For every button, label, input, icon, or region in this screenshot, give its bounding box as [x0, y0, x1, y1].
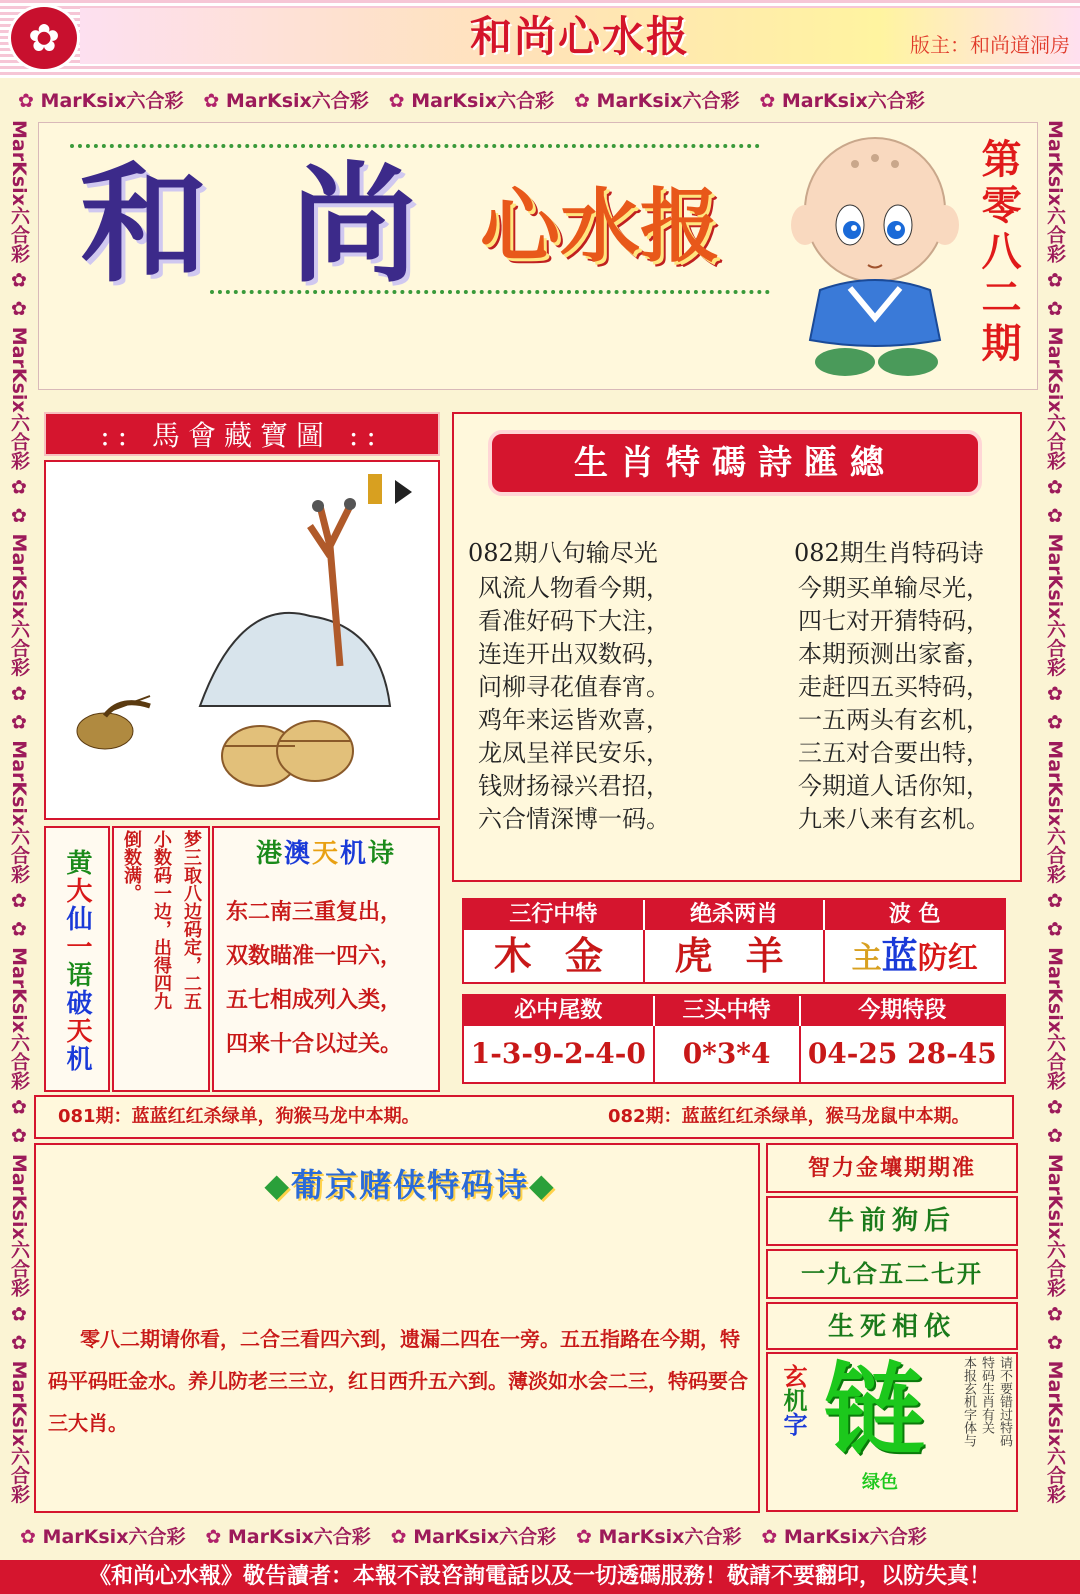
- lower-poem-text: 零八二期请你看，二合三看四六到，遗漏二四在一旁。五五指路在今期，特码平码旺金水。养儿防老三三立，红日西升五六到。薄淡如水会二三，特码要合三大肖。: [48, 1327, 748, 1435]
- xuanji-char: 玄: [779, 1364, 807, 1388]
- note-081: 081期：蓝蓝红红杀绿单，狗猴马龙中本期。: [58, 1106, 420, 1127]
- right-box-2-text: 牛前狗后: [827, 1206, 956, 1236]
- poem-line: 三五对合要出特，: [798, 739, 990, 767]
- xuanji-char-color: 绿色: [862, 1472, 898, 1493]
- gangao-line: 东二南三重复出，: [226, 899, 403, 925]
- wave-guard: 防: [917, 941, 948, 976]
- table-cell: 04-25 28-45: [799, 1026, 1004, 1082]
- wave-color-cell: [823, 930, 1004, 982]
- right-box-3: [766, 1249, 1018, 1299]
- lower-poem-title: ◆葡京赌侠特码诗◆: [264, 1166, 556, 1204]
- poem-line: 六合情深博一码。: [478, 805, 670, 833]
- table-header: 必中尾数: [464, 996, 653, 1026]
- poem-right-heading: 082期生肖特码诗: [794, 539, 984, 567]
- right-box-1: [766, 1143, 1018, 1193]
- gangao-line: 双数瞄准一四六，: [226, 943, 403, 969]
- gangao-poem: [226, 890, 436, 1080]
- gangao-title-char: 澳: [283, 839, 312, 869]
- gangao-line: 五七相成列入类，: [226, 987, 403, 1013]
- poem-line: 看准好码下大注，: [478, 607, 670, 635]
- huang-char: 大: [62, 877, 92, 905]
- poem-line: 今期买单输尽光，: [798, 574, 990, 602]
- table-header: 三行中特: [464, 900, 643, 930]
- gangao-title-char: 港: [255, 839, 284, 869]
- watermark-strip-right: MarKsix六合彩 ✿ ✿ MarKsix六合彩 ✿ ✿ MarKsix六合彩 ✿ ✿ MarKsix六合彩 ✿ ✿ MarKsix六合彩 ✿ ✿ MarKsix六合彩 ✿ ✿ MarKsix六合彩: [1044, 120, 1066, 1504]
- poem-line: 四七对开猜特码，: [798, 607, 990, 635]
- table-header: 绝杀两肖: [643, 900, 824, 930]
- wave-main: 主: [851, 941, 882, 976]
- xuanji-char: 机: [779, 1388, 807, 1412]
- poem-line: 一五两头有玄机，: [798, 706, 990, 734]
- table-header: 今期特段: [799, 996, 1004, 1026]
- poem-line: 今期道人话你知，: [798, 772, 990, 800]
- xuanji-note-col: 特码生肖有关: [979, 1356, 994, 1434]
- right-box-3-text: 一九合五二七开: [801, 1259, 983, 1288]
- huang-char: 仙: [62, 905, 92, 933]
- xuanji-note-col: 本报玄机字体与: [961, 1356, 976, 1447]
- poem-line: 走赶四五买特码，: [798, 673, 990, 701]
- map-title: :: 馬會藏寶圖 ::: [44, 412, 440, 456]
- footer-notice: 《和尚心水報》敬告讀者：本報不設咨詢電話以及一切透碼服務！敬請不要翻印，以防失真！: [0, 1560, 1080, 1594]
- gangao-title: [216, 834, 436, 874]
- diamond-icon: ◆: [529, 1166, 556, 1204]
- wave-red: 红: [947, 941, 978, 976]
- right-box-2: [766, 1196, 1018, 1246]
- monk-cartoon-icon: [790, 130, 960, 380]
- poem-right-lines: [798, 572, 1028, 872]
- poem-section-title: 生肖特碼詩匯總: [574, 443, 896, 483]
- meng-column-3: 倒数满。: [121, 830, 142, 902]
- xuanji-label: [778, 1364, 808, 1474]
- vine-decoration-top: [70, 128, 760, 148]
- hk-emblem-icon: ✿: [8, 4, 80, 72]
- xuanji-big-char: 链: [824, 1351, 924, 1469]
- huang-char: 天: [62, 1017, 92, 1045]
- right-box-1-text: 智力金壤期期准: [807, 1155, 976, 1181]
- table-cell: 1-3-9-2-4-0: [470, 1037, 646, 1070]
- table-cell: 0*3*4: [653, 1026, 799, 1082]
- watermark-strip-bottom: ✿ MarKsix六合彩 ✿ MarKsix六合彩 ✿ MarKsix六合彩 ✿ MarKsix六合彩 ✿ MarKsix六合彩: [20, 1526, 927, 1548]
- prediction-table-1: [462, 898, 1006, 984]
- huang-char: 机: [62, 1045, 92, 1073]
- gangao-line: 四来十合以过关。: [226, 1031, 403, 1057]
- meng-column-2: 小数码一边，出得四九: [151, 830, 172, 1010]
- poem-left-lines: [478, 572, 778, 872]
- gangao-title-char: 天: [311, 839, 340, 869]
- huang-char: 语: [62, 961, 92, 989]
- note-082: 082期：蓝蓝红红杀绿单，猴马龙鼠中本期。: [608, 1106, 970, 1127]
- xuanji-note-col: 请不要错过特码: [997, 1356, 1012, 1447]
- poem-line: 本期预测出家畜，: [798, 640, 990, 668]
- meng-column-1: 梦三取八边码定，二五: [181, 830, 202, 1010]
- poem-left-heading: 082期八句输尽光: [468, 539, 658, 567]
- table-header: 三头中特: [653, 996, 799, 1026]
- masthead-char-shang: 尚: [290, 150, 419, 300]
- table-cell: 虎 羊: [643, 930, 824, 982]
- gangao-title-char: 机: [340, 839, 369, 869]
- masthead-char-he: 和: [80, 150, 209, 300]
- huang-char: 一: [62, 933, 92, 961]
- header-title: 和尚心水报: [469, 12, 690, 61]
- diamond-icon: ◆: [264, 1166, 291, 1204]
- table-cell: 木 金: [493, 933, 613, 978]
- poem-line: 风流人物看今期，: [478, 574, 670, 602]
- poem-line: 鸡年来运皆欢喜，: [478, 706, 670, 734]
- gangao-title-char: 诗: [368, 839, 397, 869]
- treasure-picture: [50, 466, 436, 816]
- wave-blue: 蓝: [881, 935, 918, 977]
- poem-line: 钱财扬禄兴君招，: [478, 772, 670, 800]
- huang-char: 破: [62, 989, 92, 1017]
- poem-line: 连连开出双数码，: [478, 640, 670, 668]
- flower-icon: ✿: [18, 90, 34, 112]
- watermark-strip-left: MarKsix六合彩 ✿ ✿ MarKsix六合彩 ✿ ✿ MarKsix六合彩 ✿ ✿ MarKsix六合彩 ✿ ✿ MarKsix六合彩 ✿ ✿ MarKsix六合彩 ✿ ✿ MarKsix六合彩: [8, 120, 30, 1504]
- xuanji-char: 字: [779, 1412, 807, 1436]
- watermark-strip-top: ✿ MarKsix六合彩 ✿ MarKsix六合彩 ✿ MarKsix六合彩 ✿ MarKsix六合彩 ✿ MarKsix六合彩: [18, 90, 925, 112]
- huang-char: 黄: [62, 849, 92, 877]
- right-box-4: [766, 1302, 1018, 1350]
- prediction-table-2: [462, 994, 1006, 1084]
- poem-line: 问柳寻花值春宵。: [478, 673, 670, 701]
- xuanji-note: [944, 1356, 1014, 1506]
- right-box-4-text: 生死相依: [827, 1312, 956, 1342]
- masthead-subtitle: 心水报: [480, 180, 720, 273]
- poem-line: 九来八来有玄机。: [798, 805, 990, 833]
- poem-line: 龙凤呈祥民安乐，: [478, 739, 670, 767]
- table-header: 波 色: [823, 900, 1004, 930]
- issue-number: 第零八二期: [975, 137, 1022, 368]
- header-editor: 版主：和尚道洞房: [910, 33, 1070, 57]
- huang-daxian-text: [52, 836, 102, 1086]
